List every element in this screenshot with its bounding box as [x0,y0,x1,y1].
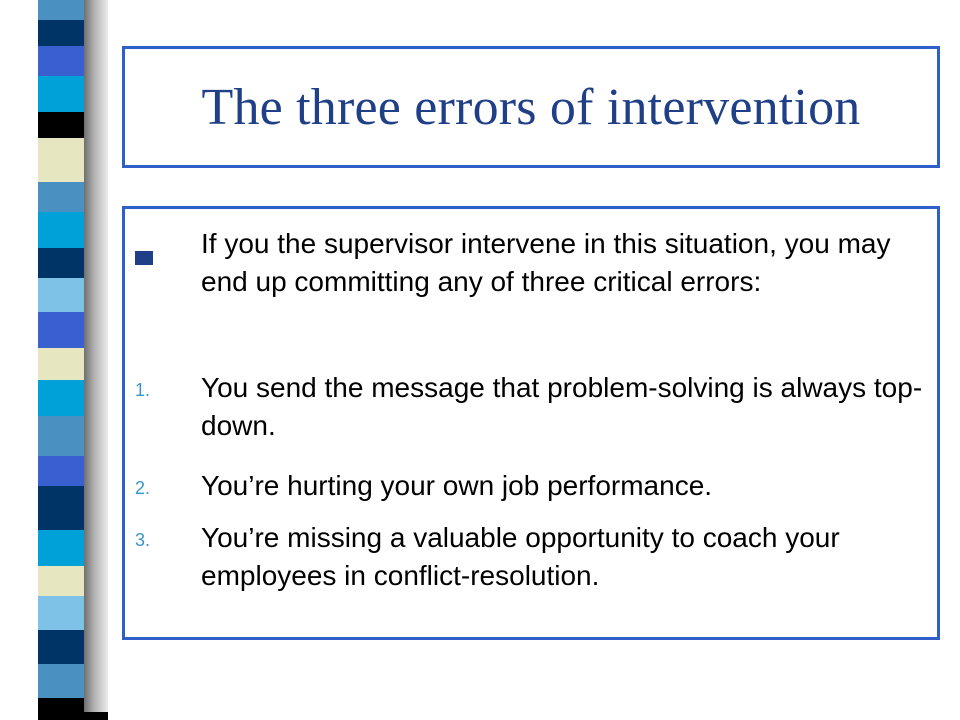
content-box [122,206,940,640]
error-number-3: 3. [135,530,151,550]
stripe-bar-base [84,712,108,720]
title-box [122,46,940,168]
error-number-1: 1. [135,380,151,400]
error-number-2: 2. [135,478,151,498]
slide-title: The three errors of intervention [201,78,861,136]
decorative-stripe-bar [38,0,84,720]
error-text-1: You send the message that problem-solving is always top-down. [201,372,923,441]
intro-text: If you the supervisor intervene in this situation, you may end up committing any of three critical errors: [201,228,891,297]
stripe-bar-shadow [84,0,108,720]
square-bullet-icon [135,251,153,265]
error-text-2: You’re hurting your own job performance. [201,470,713,501]
error-text-3: You’re missing a valuable opportunity to coach your employees in conflict-resolution. [201,522,840,591]
